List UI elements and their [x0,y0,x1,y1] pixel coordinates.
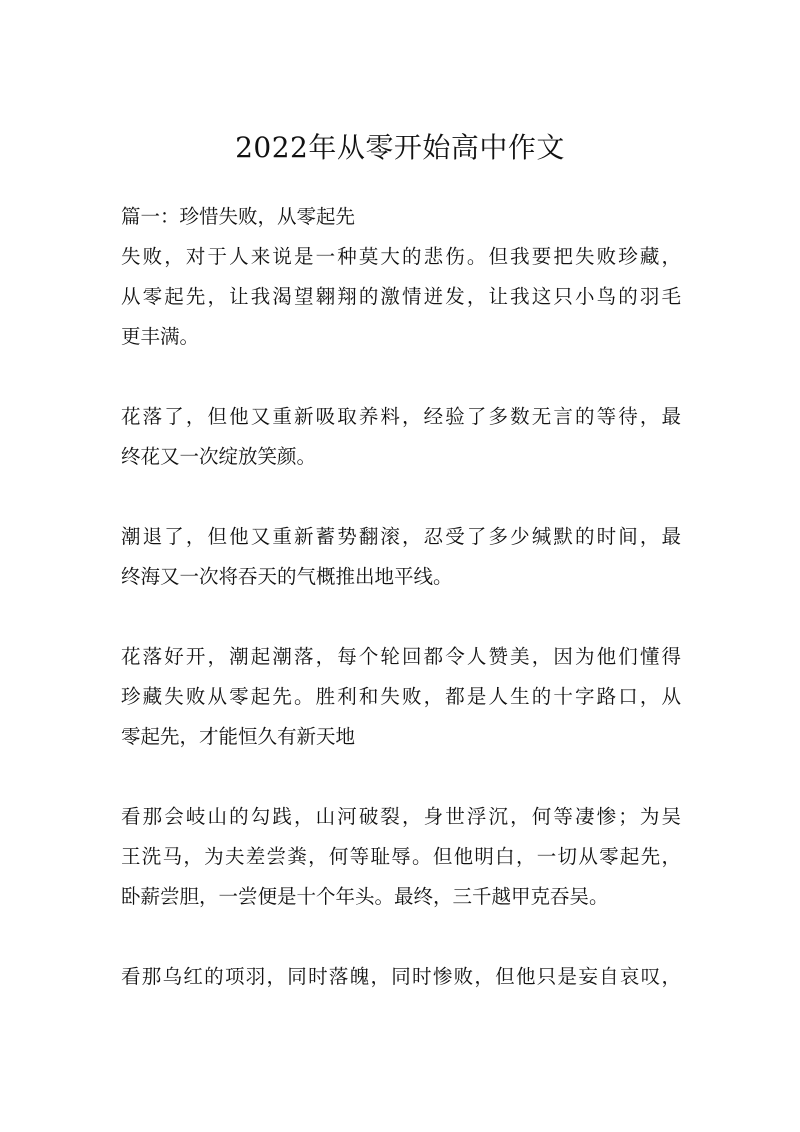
paragraph-gap [121,757,681,797]
paragraph-gap [121,597,681,637]
paragraph-line: 珍藏失败从零起先。胜利和失败，都是人生的十字路口，从 [121,685,681,708]
paragraph-line: 从零起先，让我渴望翱翔的激情迸发，让我这只小鸟的羽毛 [121,285,681,308]
paragraph-4 [121,637,681,757]
paragraph-5 [121,797,681,917]
paragraph-line: 王洗马，为夫差尝粪，何等耻辱。但他明白，一切从零起先， [121,845,681,868]
paragraph-line: 花落了，但他又重新吸取养料，经验了多数无言的等待，最 [121,405,681,428]
paragraph-gap [121,917,681,957]
paragraph-1 [121,237,681,357]
paragraph-line: 看那会岐山的勾践，山河破裂，身世浮沉，何等凄惨；为吴 [121,805,681,828]
document-title: 2022年从零开始高中作文 [235,131,565,164]
paragraph-line: 失败，对于人来说是一种莫大的悲伤。但我要把失败珍藏， [121,245,681,268]
paragraph-line: 更丰满。 [121,325,200,348]
paragraph-line: 看那乌红的项羽，同时落魄，同时惨败，但他只是妄自哀叹， [121,965,681,988]
paragraph-line: 零起先，才能恒久有新天地 [121,725,356,748]
paragraph-2 [121,397,681,477]
paragraph-line: 终花又一次绽放笑颜。 [121,445,317,468]
paragraph-line: 卧薪尝胆，一尝便是十个年头。最终，三千越甲克吞吴。 [121,885,609,908]
section-heading: 篇一：珍惜失败，从零起先 [121,205,356,228]
paragraph-3 [121,517,681,597]
paragraph-gap [121,477,681,517]
paragraph-line: 终海又一次将吞天的气概推出地平线。 [121,565,453,588]
document-body [121,197,681,997]
paragraph-gap [121,357,681,397]
paragraph-line: 潮退了，但他又重新蓄势翻滚，忍受了多少缄默的时间，最 [121,525,681,548]
paragraph-6 [121,957,681,997]
paragraph-line: 花落好开，潮起潮落，每个轮回都令人赞美，因为他们懂得 [121,645,681,668]
